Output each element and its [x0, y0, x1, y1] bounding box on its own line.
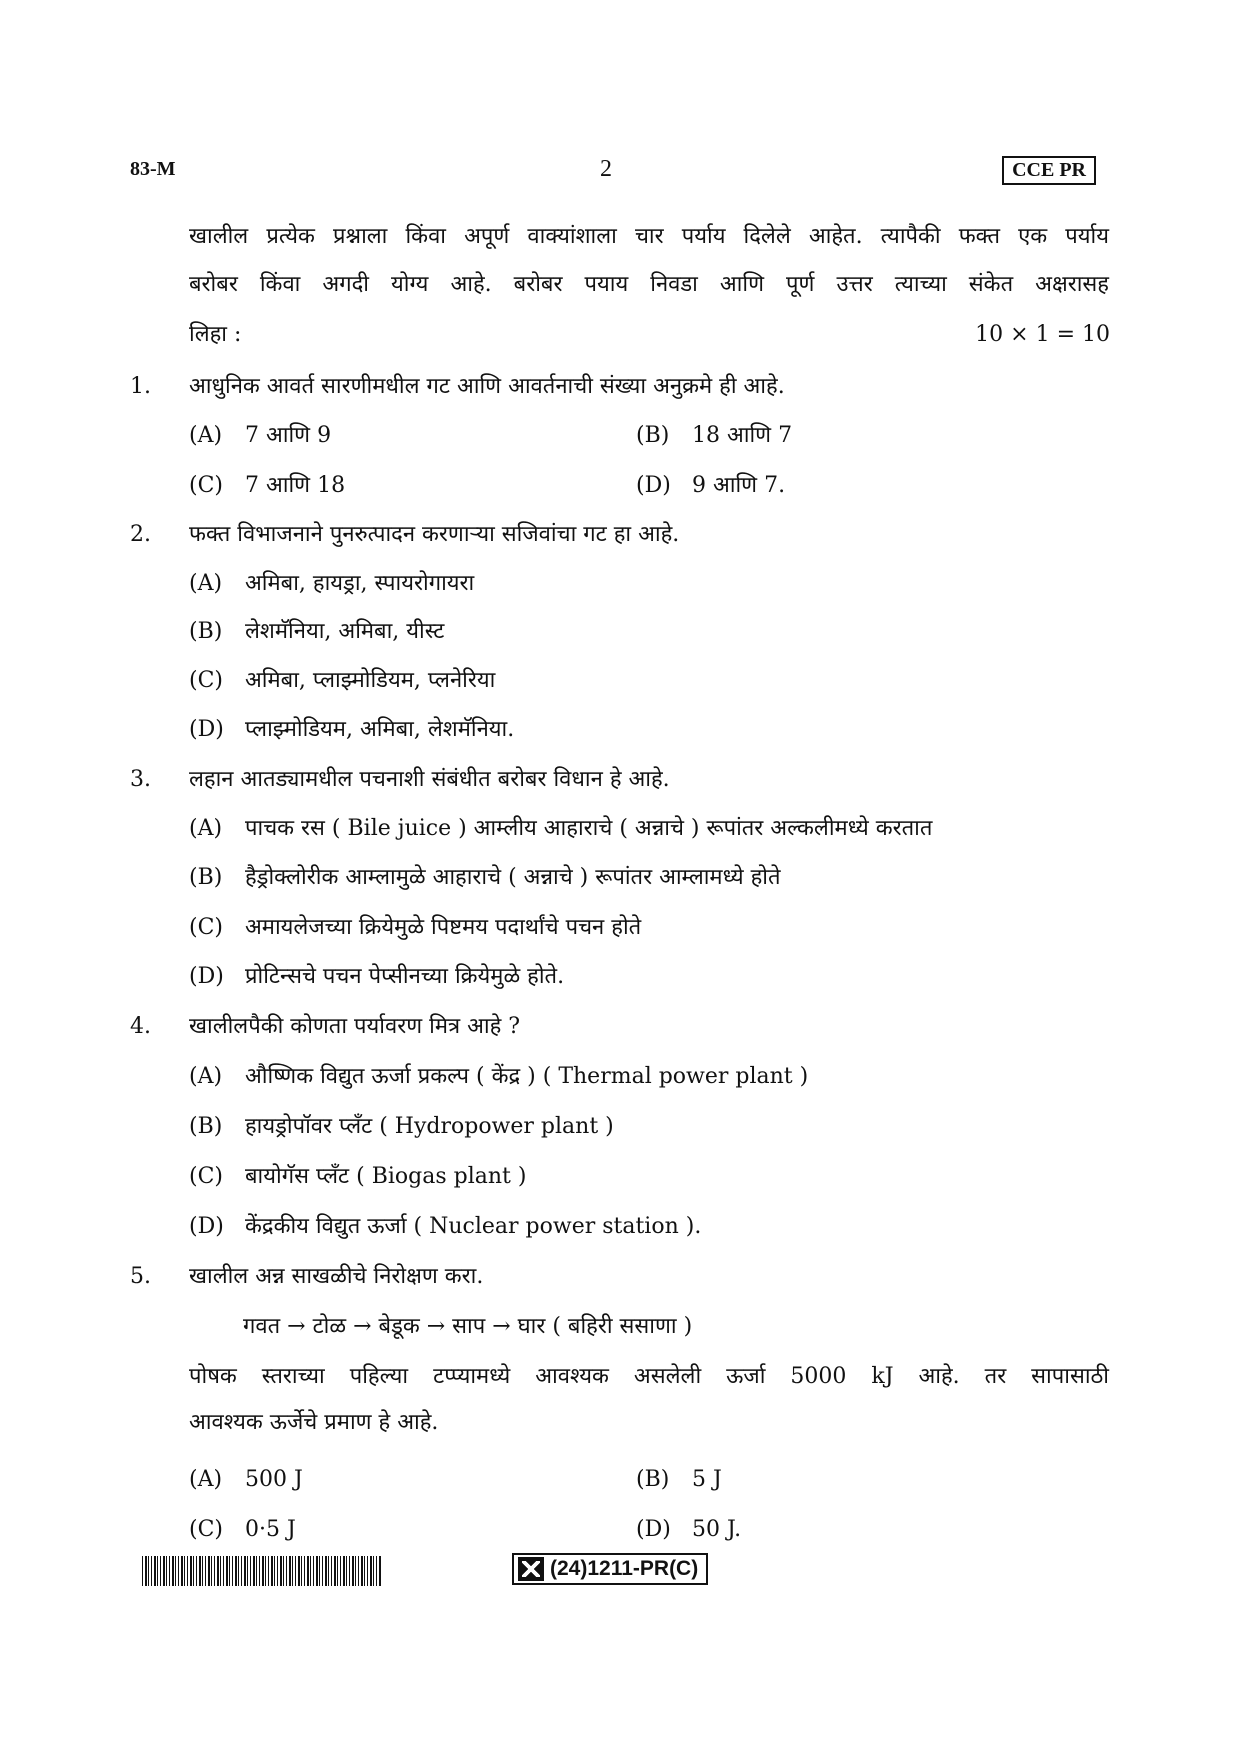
option-label: (B): [636, 423, 670, 448]
option-label: (C): [189, 473, 223, 498]
question-text: फक्त विभाजनाने पुनरुत्पादन करणाऱ्या सजिवांचा गट हा आहे.: [189, 522, 680, 547]
option-text: 9 आणि 7.: [692, 473, 786, 498]
question-text: खालील अन्न साखळीचे निरोक्षण करा.: [189, 1264, 484, 1289]
option-text: 0·5 J: [245, 1517, 296, 1542]
option-text: प्रोटिन्सचे पचन पेप्सीनच्या क्रियेमुळे होते.: [245, 964, 565, 989]
option-label: (D): [189, 717, 224, 742]
option-text: अमायलेजच्या क्रियेमुळे पिष्टमय पदार्थांचे पचन होते: [245, 915, 642, 940]
option-text: औष्णिक विद्युत ऊर्जा प्रकल्प ( केंद्र ) ( Thermal power plant ): [245, 1064, 809, 1089]
question-text: आधुनिक आवर्त सारणीमधील गट आणि आवर्तनाची संख्या अनुक्रमे ही आहे.: [189, 374, 785, 399]
option-c: [189, 666, 495, 696]
option-d: [189, 1212, 701, 1242]
option-label: (A): [189, 1467, 223, 1492]
option-text: 50 J.: [692, 1517, 742, 1542]
option-c: [189, 913, 641, 943]
option-b: [636, 1465, 722, 1495]
option-a: [189, 1465, 303, 1495]
barcode: [142, 1556, 382, 1586]
option-text: हायड्रोपॉवर प्लँट ( Hydropower plant ): [245, 1114, 614, 1139]
option-a: [189, 421, 331, 451]
option-label: (C): [189, 1517, 223, 1542]
question-body-line-2: आवश्यक ऊर्जेचे प्रमाण हे आहे.: [189, 1410, 439, 1435]
option-label: (A): [189, 571, 223, 596]
option-label: (B): [189, 1114, 223, 1139]
option-d: [636, 1515, 741, 1545]
option-text: अमिबा, प्लाझ्मोडियम, प्लनेरिया: [245, 668, 496, 693]
food-chain: गवत → टोळ → बेडूक → साप → घार ( बहिरी ससाणा ): [243, 1314, 693, 1339]
emblem-icon: [518, 1557, 544, 1581]
question-body-line-1: पोषक स्तराच्या पहिल्या टप्प्यामध्ये आवश्यक असलेली ऊर्जा 5000 kJ आहे. तर सापासाठी: [189, 1364, 1109, 1389]
option-text: 18 आणि 7: [692, 423, 793, 448]
option-label: (A): [189, 423, 223, 448]
option-label: (A): [189, 1064, 223, 1089]
option-text: 500 J: [245, 1467, 303, 1492]
option-b: [189, 863, 781, 893]
question-number: 4.: [130, 1014, 151, 1039]
option-text: 7 आणि 18: [245, 473, 346, 498]
option-label: (B): [189, 619, 223, 644]
paper-type-badge: CCE PR: [1002, 156, 1096, 185]
option-text: लेशमॅनिया, अमिबा, यीस्ट: [245, 619, 445, 644]
question-number: 1.: [130, 374, 151, 399]
option-text: 5 J: [692, 1467, 722, 1492]
option-text: हैड्रोक्लोरीक आम्लामुळे आहाराचे ( अन्नाचे ) रूपांतर आम्लामध्ये होते: [245, 865, 781, 890]
option-a: [189, 569, 474, 599]
option-label: (C): [189, 1164, 223, 1189]
option-d: [189, 962, 564, 992]
option-d: [636, 471, 785, 501]
option-label: (C): [189, 668, 223, 693]
instruction-line-3: लिहा :: [189, 322, 242, 347]
option-b: [189, 617, 444, 647]
paper-code: 83-M: [130, 158, 176, 180]
question-text: लहान आतड्यामधील पचनाशी संबंधीत बरोबर विधान हे आहे.: [189, 767, 670, 792]
question-number: 5.: [130, 1264, 151, 1289]
option-label: (D): [636, 1517, 671, 1542]
option-text: 7 आणि 9: [245, 423, 332, 448]
option-a: [189, 1062, 808, 1092]
option-c: [189, 471, 345, 501]
option-b: [636, 421, 792, 451]
option-b: [189, 1112, 614, 1142]
option-c: [189, 1162, 526, 1192]
instruction-line-2: बरोबर किंवा अगदी योग्य आहे. बरोबर पयाय निवडा आणि पूर्ण उत्तर त्याच्या संकेत अक्षरासह: [189, 272, 1109, 297]
option-label: (D): [189, 1214, 224, 1239]
option-text: प्लाझ्मोडियम, अमिबा, लेशमॅनिया.: [245, 717, 515, 742]
marks-scheme: 10 × 1 = 10: [975, 322, 1110, 347]
option-a: [189, 814, 932, 844]
option-label: (B): [636, 1467, 670, 1492]
option-label: (B): [189, 865, 223, 890]
option-text: बायोगॅस प्लँट ( Biogas plant ): [245, 1164, 527, 1189]
option-text: पाचक रस ( Bile juice ) आम्लीय आहाराचे ( अन्नाचे ) रूपांतर अल्कलीमध्ये करतात: [245, 816, 933, 841]
option-c: [189, 1515, 296, 1545]
question-number: 3.: [130, 767, 151, 792]
option-text: केंद्रकीय विद्युत ऊर्जा ( Nuclear power station ).: [245, 1214, 702, 1239]
option-text: अमिबा, हायड्रा, स्पायरोगायरा: [245, 571, 475, 596]
footer-code: (24)1211-PR(C): [550, 1557, 699, 1580]
footer-code-box: [512, 1553, 708, 1585]
page-number: 2: [600, 156, 612, 182]
instruction-line-1: खालील प्रत्येक प्रश्नाला किंवा अपूर्ण वाक्यांशाला चार पर्याय दिलेले आहेत. त्यापैकी फक्त एक पर्याय: [189, 224, 1109, 249]
option-label: (D): [189, 964, 224, 989]
question-text: खालीलपैकी कोणता पर्यावरण मित्र आहे ?: [189, 1014, 521, 1039]
option-label: (A): [189, 816, 223, 841]
question-number: 2.: [130, 522, 151, 547]
option-d: [189, 715, 514, 745]
option-label: (C): [189, 915, 223, 940]
option-label: (D): [636, 473, 671, 498]
